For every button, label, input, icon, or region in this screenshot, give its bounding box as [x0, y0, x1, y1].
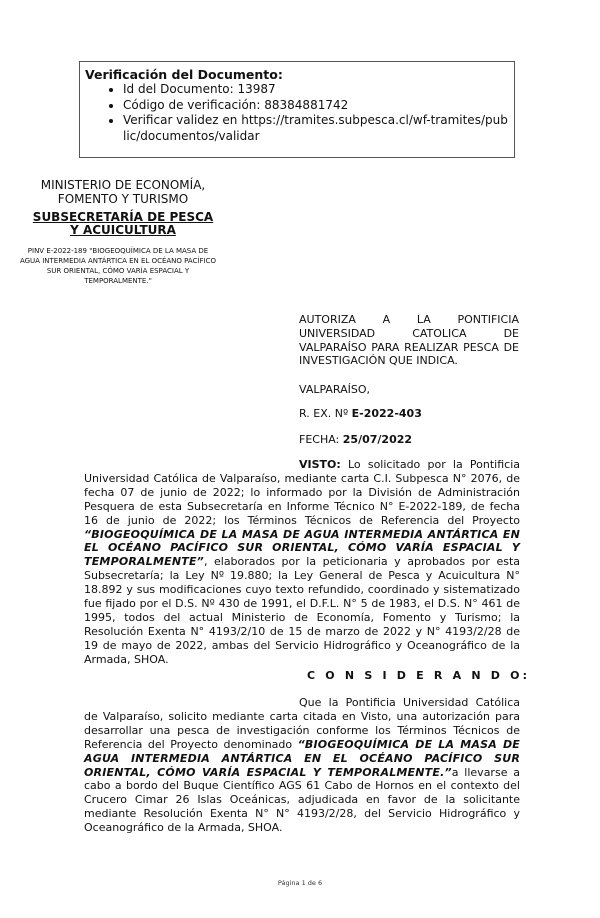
page-number: Página 1 de 6 — [277, 879, 323, 887]
resolution-number: R. EX. Nº E-2022-403 — [299, 407, 422, 420]
verification-document-id: • Id del Documento: 13987 — [123, 82, 509, 98]
ministry-name: MINISTERIO DE ECONOMÍA, FOMENTO Y TURISMO — [40, 178, 206, 206]
verification-link[interactable]: • Verificar validez en https://tramites.subpesca.cl/wf-tramites/public/documentos/validar — [123, 113, 509, 144]
resolution-city: VALPARAÍSO, — [299, 383, 371, 396]
visto-label: VISTO: — [299, 458, 341, 471]
resolution-number-value: E-2022-403 — [351, 407, 422, 420]
considerando-project-title: “BIOGEOQUÍMICA DE LA MASA DE AGUA INTERMEDIA ANTÁRTICA EN EL OCÉANO PACÍFICO SUR ORIENTAL, CÓMO VARÍA ESPACIAL Y TEMPORALMENTE.” — [84, 737, 520, 779]
resolution-date-value: 25/07/2022 — [342, 433, 413, 446]
verification-code: • Código de verificación: 88384881742 — [123, 98, 509, 114]
verification-title: Verificación del Documento: — [85, 67, 283, 82]
visto-project-title: “BIOGEOQUÍMICA DE LA MASA DE AGUA INTERMEDIA ANTÁRTICA EN EL OCÉANO PACÍFICO SUR ORIENTAL, CÓMO VARÍA ESPACIAL Y TEMPORALMENTE” — [84, 527, 520, 569]
considerando-heading: C O N S I D E R A N D O: — [307, 669, 531, 682]
resolution-date: FECHA: 25/07/2022 — [299, 433, 413, 446]
project-reference: PINV E-2022-189 "BIOGEOQUÍMICA DE LA MASA DE AGUA INTERMEDIA ANTÁRTICA EN EL OCÉANO PACÍFICO SUR ORIENTAL, CÓMO VARÍA ESPACIAL Y TEMPORALMENTE." — [19, 247, 217, 285]
verification-box — [79, 61, 515, 158]
verification-list — [85, 82, 509, 144]
visto-paragraph: VISTO: Lo solicitado por la Pontificia Universidad Católica de Valparaíso, mediante carta C.I. Subpesca N° 2076, de fecha 07 de junio de 2022; lo informado por la División de Administración Pesquera de esta Subsecretaría en Informe Técnico N° E-2022-189, de fecha 16 de junio de 2022; los Términos Técnicos de Referencia del Proyecto “BIOGEOQUÍMICA DE LA MASA DE AGUA INTERMEDIA ANTÁRTICA EN EL OCÉANO PACÍFICO SUR ORIENTAL, CÓMO VARÍA ESPACIAL Y TEMPORALMENTE”, elaborados por la peticionaria y aprobados por esta Subsecretaría; la Ley Nº 19.880; la Ley General de Pesca y Acuicultura N° 18.892 y sus modificaciones cuyo texto refundido, coordinado y sistematizado fue fijado por el D.S. Nº 430 de 1991, el D.F.L. N° 5 de 1983, el D.S. N° 461 de 1995, todos del actual Ministerio de Economía, Fomento y Turismo; la Resolución Exenta N° 4193/2/10 de 15 de marzo de 2022 y N° 4193/2/28 de 19 de mayo de 2022, ambas del Servicio Hidrográfico y Oceanográfico de la Armada, SHOA. — [84, 458, 520, 666]
subsecretaria-name: SUBSECRETARÍA DE PESCA Y ACUICULTURA — [32, 210, 214, 237]
considerando-paragraph: Que la Pontificia Universidad Católica de Valparaíso, solicito mediante carta citada en Visto, una autorización para desarrollar una pesca de investigación conforme los Términos Técnicos de Referencia del Proyecto denominado “BIOGEOQUÍMICA DE LA MASA DE AGUA INTERMEDIA ANTÁRTICA EN EL OCÉANO PACÍFICO SUR ORIENTAL, CÓMO VARÍA ESPACIAL Y TEMPORALMENTE.”a llevarse a cabo a bordo del Buque Científico AGS 61 Cabo de Hornos en el contexto del Crucero Cimar 26 Islas Oceánicas, adjudicada en favor de la solicitante mediante Resolución Exenta N° N° 4193/2/28, del Servicio Hidrográfico y Oceanográfico de la Armada, SHOA. — [84, 696, 520, 835]
resolution-summary: AUTORIZA A LA PONTIFICIA UNIVERSIDAD CATOLICA DE VALPARAÍSO PARA REALIZAR PESCA DE INVESTIGACIÓN QUE INDICA. — [299, 313, 519, 368]
